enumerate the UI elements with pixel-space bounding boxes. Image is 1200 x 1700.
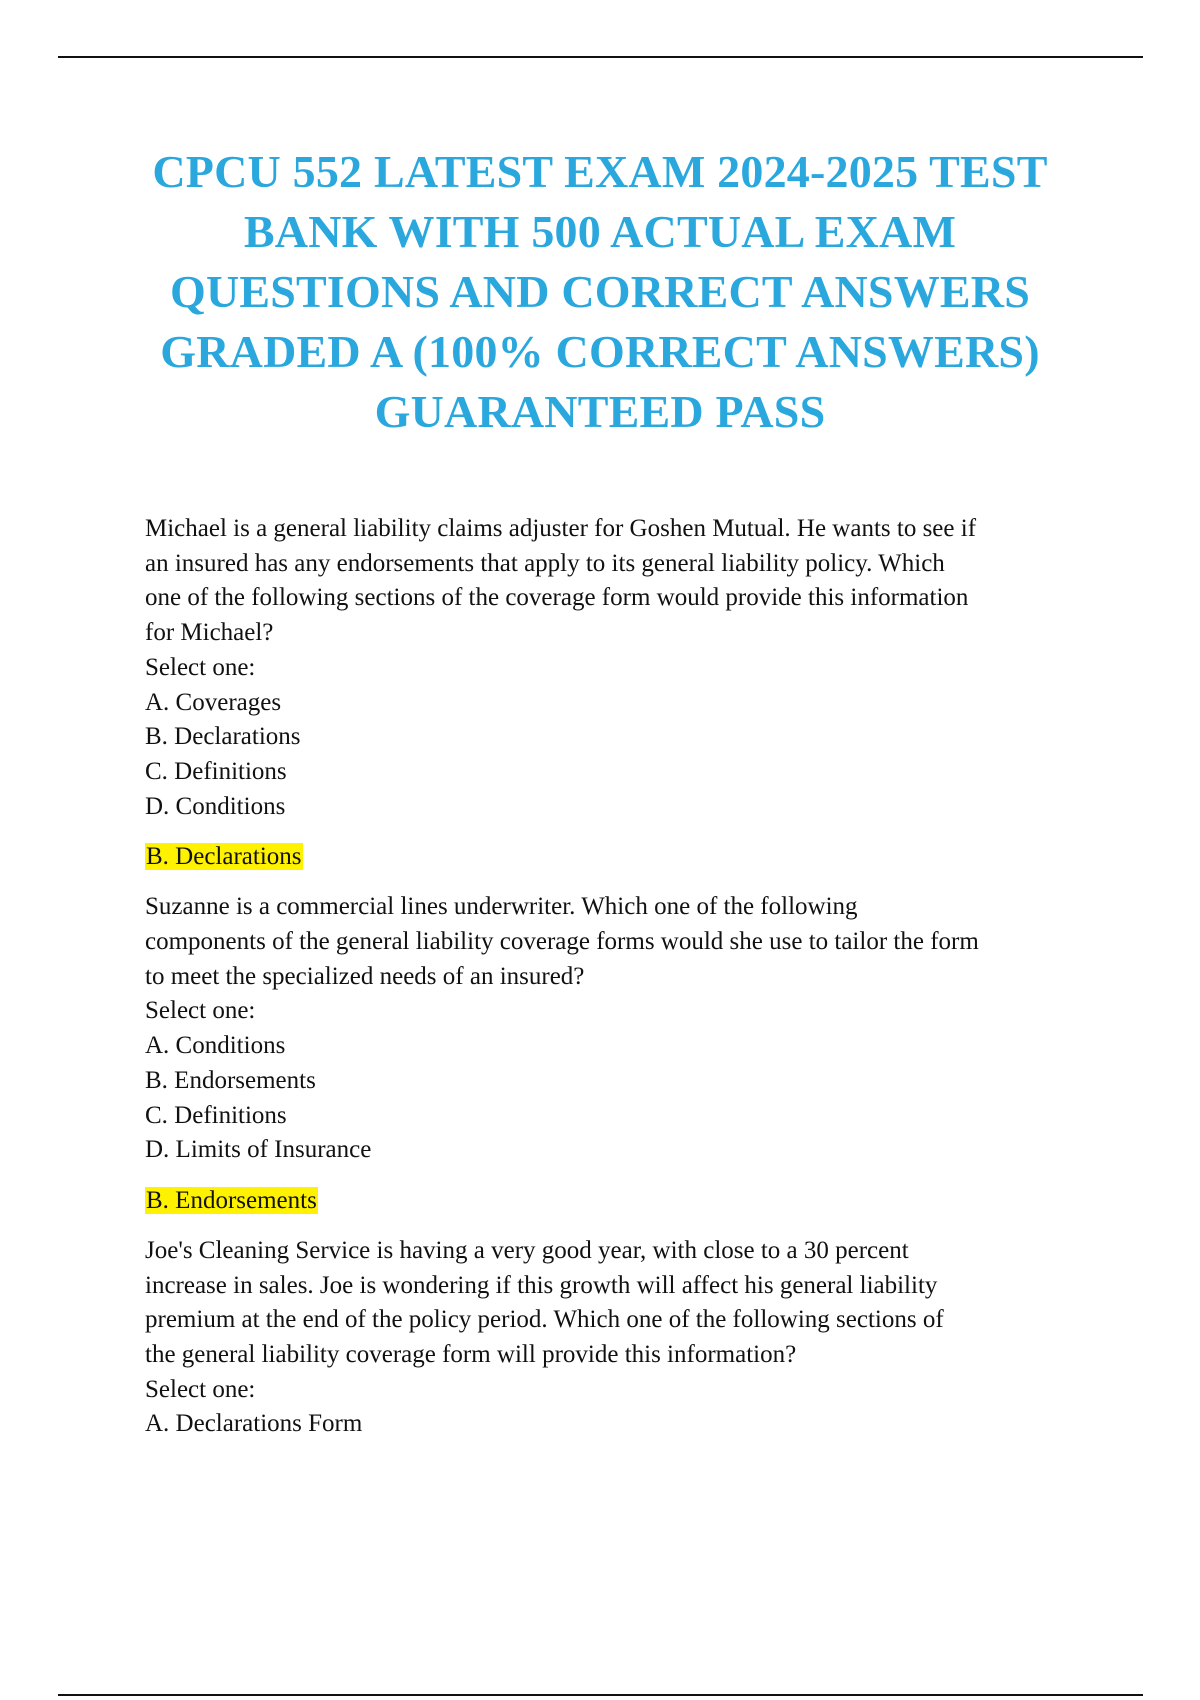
answer-line <box>145 840 1095 874</box>
question-text-line: for Michael? <box>145 619 274 647</box>
question-text-line: increase in sales. Joe is wondering if this growth will affect his general liability <box>145 1271 938 1299</box>
title-line: CPCU 552 LATEST EXAM 2024-2025 TEST <box>152 146 1048 197</box>
title-line: GUARANTEED PASS <box>374 386 826 437</box>
highlighted-answer: B. Endorsements <box>146 1186 317 1214</box>
question-text-line: the general liability coverage form will provide this information? <box>145 1341 797 1369</box>
question-text-line: Suzanne is a commercial lines underwriter. Which one of the following <box>145 893 858 921</box>
question-text <box>145 1234 1095 1373</box>
option-b: B. Declarations <box>145 723 301 751</box>
top-rule <box>58 56 1143 58</box>
title-line: QUESTIONS AND CORRECT ANSWERS <box>169 266 1030 317</box>
title-line: BANK WITH 500 ACTUAL EXAM <box>243 206 957 257</box>
option-d: D. Limits of Insurance <box>145 1136 372 1164</box>
question-list <box>145 512 1095 1442</box>
question-text-line: Joe's Cleaning Service is having a very good year, with close to a 30 percent <box>145 1236 909 1264</box>
option-c: C. Definitions <box>145 1101 287 1129</box>
option-a: A. Conditions <box>145 1032 286 1060</box>
select-one-label: Select one: <box>145 997 256 1025</box>
question-text-line: one of the following sections of the coverage form would provide this information <box>145 584 969 612</box>
bottom-rule <box>58 1694 1143 1696</box>
select-one-label: Select one: <box>145 1375 256 1403</box>
question-text-line: premium at the end of the policy period. Which one of the following sections of <box>145 1306 944 1334</box>
title-line: GRADED A (100% CORRECT ANSWERS) <box>160 326 1040 377</box>
option-a: A. Declarations Form <box>145 1410 363 1438</box>
question-text-line: an insured has any endorsements that apply to its general liability policy. Which <box>145 549 945 577</box>
option-c: C. Definitions <box>145 757 287 785</box>
option-a: A. Coverages <box>145 688 282 716</box>
question-block <box>145 890 1095 1218</box>
question-block <box>145 512 1095 874</box>
question-text-line: to meet the specialized needs of an insured? <box>145 962 585 990</box>
question-block <box>145 1234 1095 1442</box>
document-title <box>100 142 1100 442</box>
question-text-line: Michael is a general liability claims adjuster for Goshen Mutual. He wants to see if <box>145 515 977 542</box>
answer-line <box>145 1184 1095 1218</box>
question-text <box>145 890 1095 994</box>
select-one-label: Select one: <box>145 653 256 681</box>
question-text <box>145 512 1095 651</box>
question-text-line: components of the general liability coverage forms would she use to tailor the form <box>145 928 979 956</box>
option-d: D. Conditions <box>145 792 286 820</box>
highlighted-answer: B. Declarations <box>146 843 302 871</box>
option-b: B. Endorsements <box>145 1066 316 1094</box>
